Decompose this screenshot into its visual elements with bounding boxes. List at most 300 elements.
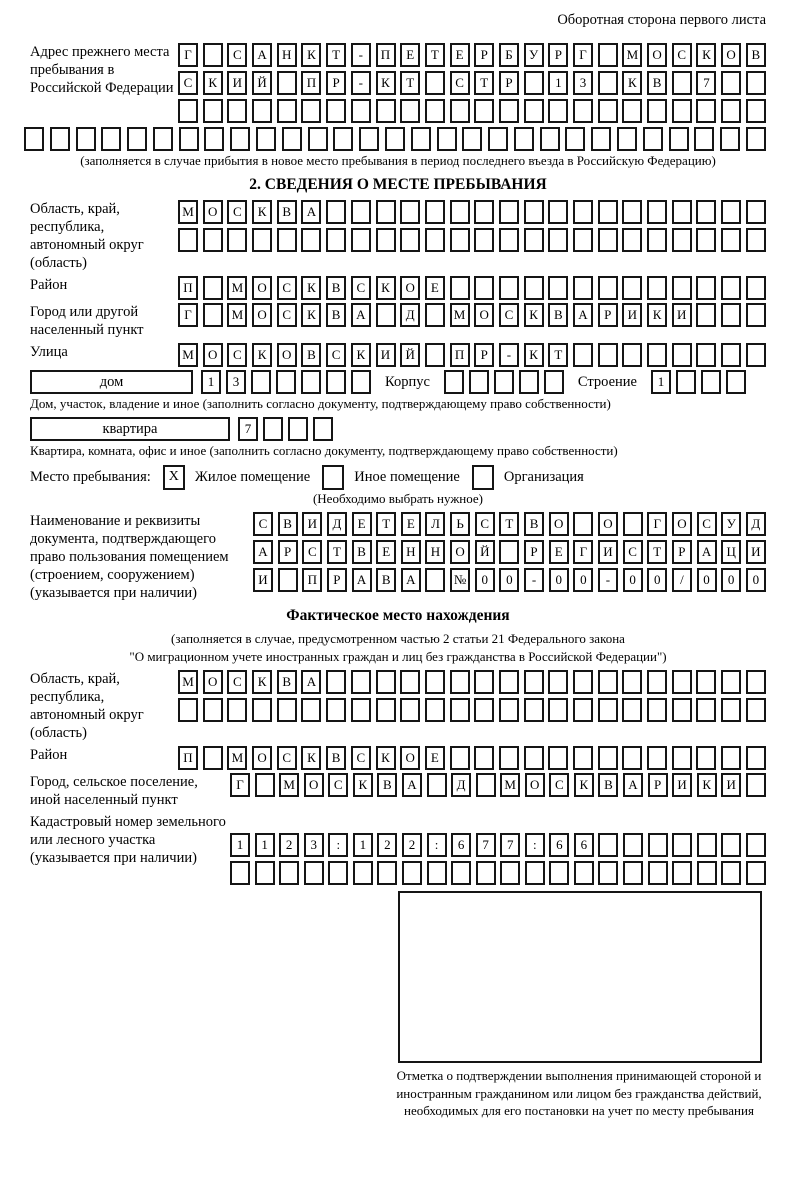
char-cell[interactable]: В [548, 303, 568, 327]
char-cell[interactable]: М [227, 746, 247, 770]
char-cell[interactable]: О [277, 343, 297, 367]
char-cell[interactable]: Т [548, 343, 568, 367]
char-cell[interactable]: В [524, 512, 544, 536]
char-cell[interactable] [746, 833, 766, 857]
char-cell[interactable] [277, 698, 297, 722]
char-cell[interactable]: К [301, 303, 321, 327]
char-cell[interactable]: Т [327, 540, 347, 564]
char-cell[interactable]: Г [573, 540, 593, 564]
char-cell[interactable] [598, 43, 618, 67]
char-cell[interactable] [50, 127, 70, 151]
char-cell[interactable]: : [328, 833, 348, 857]
char-cell[interactable] [622, 746, 642, 770]
char-cell[interactable] [647, 276, 667, 300]
char-cell[interactable]: 6 [549, 833, 569, 857]
char-cell[interactable]: 6 [451, 833, 471, 857]
char-cell[interactable] [351, 670, 371, 694]
char-cell[interactable]: 7 [476, 833, 496, 857]
char-cell[interactable] [288, 417, 308, 441]
char-cell[interactable]: 7 [500, 833, 520, 857]
char-cell[interactable]: О [252, 276, 272, 300]
char-cell[interactable] [696, 99, 716, 123]
char-cell[interactable] [451, 861, 471, 885]
char-cell[interactable] [427, 861, 447, 885]
char-cell[interactable]: 7 [238, 417, 258, 441]
char-cell[interactable] [746, 200, 766, 224]
char-cell[interactable] [598, 746, 618, 770]
char-cell[interactable] [746, 276, 766, 300]
char-cell[interactable]: К [203, 71, 223, 95]
char-cell[interactable]: Р [648, 773, 668, 797]
char-cell[interactable]: 3 [304, 833, 324, 857]
char-cell[interactable] [301, 228, 321, 252]
char-cell[interactable] [548, 670, 568, 694]
char-cell[interactable]: Р [499, 71, 519, 95]
char-cell[interactable] [746, 746, 766, 770]
char-cell[interactable] [622, 99, 642, 123]
char-cell[interactable] [573, 228, 593, 252]
char-cell[interactable] [524, 746, 544, 770]
char-cell[interactable]: 1 [255, 833, 275, 857]
char-cell[interactable]: Е [352, 512, 372, 536]
char-cell[interactable] [573, 276, 593, 300]
char-cell[interactable]: Т [425, 43, 445, 67]
char-cell[interactable]: Р [598, 303, 618, 327]
char-cell[interactable] [304, 861, 324, 885]
char-cell[interactable] [204, 127, 224, 151]
char-cell[interactable] [400, 200, 420, 224]
char-cell[interactable]: С [178, 71, 198, 95]
char-cell[interactable] [227, 99, 247, 123]
char-cell[interactable] [548, 698, 568, 722]
char-cell[interactable]: В [746, 43, 766, 67]
char-cell[interactable] [203, 276, 223, 300]
char-cell[interactable] [524, 71, 544, 95]
char-cell[interactable] [425, 200, 445, 224]
char-cell[interactable]: Г [178, 43, 198, 67]
char-cell[interactable] [308, 127, 328, 151]
char-cell[interactable]: 0 [549, 568, 569, 592]
char-cell[interactable]: У [721, 512, 741, 536]
char-cell[interactable]: А [301, 200, 321, 224]
char-cell[interactable] [697, 861, 717, 885]
char-cell[interactable]: А [623, 773, 643, 797]
char-cell[interactable] [623, 861, 643, 885]
char-cell[interactable]: В [326, 746, 346, 770]
char-cell[interactable]: С [351, 276, 371, 300]
char-cell[interactable]: К [353, 773, 373, 797]
char-cell[interactable] [622, 698, 642, 722]
char-cell[interactable] [721, 276, 741, 300]
char-cell[interactable] [230, 127, 250, 151]
char-cell[interactable] [672, 670, 692, 694]
char-cell[interactable]: С [326, 343, 346, 367]
char-cell[interactable] [746, 861, 766, 885]
char-cell[interactable]: М [178, 200, 198, 224]
char-cell[interactable] [696, 746, 716, 770]
char-cell[interactable]: О [474, 303, 494, 327]
char-cell[interactable] [263, 417, 283, 441]
char-cell[interactable] [598, 228, 618, 252]
char-cell[interactable]: № [450, 568, 470, 592]
char-cell[interactable]: 1 [651, 370, 671, 394]
char-cell[interactable] [476, 773, 496, 797]
char-cell[interactable] [721, 833, 741, 857]
char-cell[interactable]: О [203, 670, 223, 694]
char-cell[interactable] [450, 670, 470, 694]
char-cell[interactable]: С [623, 540, 643, 564]
char-cell[interactable]: Ц [721, 540, 741, 564]
char-cell[interactable] [499, 276, 519, 300]
char-cell[interactable] [252, 228, 272, 252]
char-cell[interactable]: Й [400, 343, 420, 367]
char-cell[interactable] [500, 861, 520, 885]
char-cell[interactable] [573, 670, 593, 694]
char-cell[interactable] [746, 773, 766, 797]
char-cell[interactable]: С [227, 43, 247, 67]
char-cell[interactable]: И [598, 540, 618, 564]
char-cell[interactable]: О [252, 746, 272, 770]
char-cell[interactable]: О [672, 512, 692, 536]
char-cell[interactable] [425, 71, 445, 95]
char-cell[interactable] [377, 861, 397, 885]
char-cell[interactable]: Г [230, 773, 250, 797]
char-cell[interactable]: 0 [475, 568, 495, 592]
char-cell[interactable] [525, 861, 545, 885]
checkbox-other-premises[interactable] [322, 465, 344, 490]
char-cell[interactable] [255, 773, 275, 797]
char-cell[interactable]: П [450, 343, 470, 367]
char-cell[interactable] [672, 746, 692, 770]
char-cell[interactable]: 2 [402, 833, 422, 857]
char-cell[interactable]: С [697, 512, 717, 536]
char-cell[interactable] [376, 698, 396, 722]
char-cell[interactable] [425, 670, 445, 694]
char-cell[interactable] [721, 343, 741, 367]
char-cell[interactable] [425, 698, 445, 722]
char-cell[interactable] [326, 670, 346, 694]
char-cell[interactable]: 1 [353, 833, 373, 857]
char-cell[interactable]: Е [450, 43, 470, 67]
char-cell[interactable]: К [622, 71, 642, 95]
char-cell[interactable] [647, 343, 667, 367]
char-cell[interactable] [203, 99, 223, 123]
char-cell[interactable] [574, 861, 594, 885]
char-cell[interactable] [598, 833, 618, 857]
char-cell[interactable]: М [227, 276, 247, 300]
char-cell[interactable]: Т [400, 71, 420, 95]
char-cell[interactable] [76, 127, 96, 151]
char-cell[interactable] [376, 228, 396, 252]
char-cell[interactable]: М [500, 773, 520, 797]
char-cell[interactable]: Д [400, 303, 420, 327]
char-cell[interactable]: С [450, 71, 470, 95]
char-cell[interactable]: К [301, 43, 321, 67]
char-cell[interactable]: Н [425, 540, 445, 564]
char-cell[interactable]: Л [425, 512, 445, 536]
char-cell[interactable]: И [227, 71, 247, 95]
char-cell[interactable]: К [696, 43, 716, 67]
char-cell[interactable]: В [326, 303, 346, 327]
char-cell[interactable]: К [376, 746, 396, 770]
char-cell[interactable]: 2 [279, 833, 299, 857]
char-cell[interactable] [549, 861, 569, 885]
char-cell[interactable] [524, 228, 544, 252]
char-cell[interactable] [425, 228, 445, 252]
char-cell[interactable]: П [376, 43, 396, 67]
char-cell[interactable]: В [278, 512, 298, 536]
char-cell[interactable] [721, 228, 741, 252]
char-cell[interactable] [474, 746, 494, 770]
char-cell[interactable] [672, 228, 692, 252]
char-cell[interactable] [565, 127, 585, 151]
char-cell[interactable] [623, 833, 643, 857]
char-cell[interactable] [252, 99, 272, 123]
char-cell[interactable] [499, 540, 519, 564]
char-cell[interactable]: 6 [574, 833, 594, 857]
char-cell[interactable] [450, 200, 470, 224]
char-cell[interactable] [178, 698, 198, 722]
char-cell[interactable] [203, 746, 223, 770]
char-cell[interactable]: О [400, 276, 420, 300]
char-cell[interactable] [622, 276, 642, 300]
char-cell[interactable] [474, 276, 494, 300]
char-cell[interactable] [746, 698, 766, 722]
char-cell[interactable]: К [647, 303, 667, 327]
char-cell[interactable]: - [524, 568, 544, 592]
char-cell[interactable]: Р [278, 540, 298, 564]
char-cell[interactable]: И [721, 773, 741, 797]
char-cell[interactable] [376, 670, 396, 694]
char-cell[interactable] [548, 276, 568, 300]
char-cell[interactable]: В [326, 276, 346, 300]
char-cell[interactable] [499, 670, 519, 694]
char-cell[interactable] [524, 99, 544, 123]
char-cell[interactable]: П [178, 746, 198, 770]
char-cell[interactable] [425, 568, 445, 592]
char-cell[interactable]: О [549, 512, 569, 536]
char-cell[interactable]: А [402, 773, 422, 797]
char-cell[interactable] [672, 861, 692, 885]
char-cell[interactable] [672, 99, 692, 123]
char-cell[interactable]: Е [376, 540, 396, 564]
char-cell[interactable] [203, 698, 223, 722]
char-cell[interactable] [474, 228, 494, 252]
char-cell[interactable]: И [622, 303, 642, 327]
char-cell[interactable]: 2 [377, 833, 397, 857]
char-cell[interactable] [746, 71, 766, 95]
char-cell[interactable]: О [304, 773, 324, 797]
char-cell[interactable] [573, 512, 593, 536]
char-cell[interactable]: 1 [230, 833, 250, 857]
char-cell[interactable] [623, 512, 643, 536]
char-cell[interactable]: О [400, 746, 420, 770]
char-cell[interactable] [573, 343, 593, 367]
char-cell[interactable]: И [746, 540, 766, 564]
char-cell[interactable]: К [351, 343, 371, 367]
char-cell[interactable] [647, 698, 667, 722]
char-cell[interactable] [351, 99, 371, 123]
char-cell[interactable] [376, 200, 396, 224]
char-cell[interactable] [499, 99, 519, 123]
char-cell[interactable]: 0 [746, 568, 766, 592]
char-cell[interactable]: Е [401, 512, 421, 536]
char-cell[interactable] [326, 370, 346, 394]
char-cell[interactable]: С [549, 773, 569, 797]
char-cell[interactable]: К [252, 200, 272, 224]
char-cell[interactable] [178, 99, 198, 123]
char-cell[interactable]: О [525, 773, 545, 797]
char-cell[interactable]: Е [425, 276, 445, 300]
char-cell[interactable]: Т [499, 512, 519, 536]
char-cell[interactable]: О [450, 540, 470, 564]
char-cell[interactable] [696, 228, 716, 252]
char-cell[interactable] [647, 200, 667, 224]
char-cell[interactable] [573, 200, 593, 224]
char-cell[interactable] [179, 127, 199, 151]
char-cell[interactable] [376, 99, 396, 123]
char-cell[interactable] [591, 127, 611, 151]
char-cell[interactable] [548, 200, 568, 224]
char-cell[interactable] [276, 370, 296, 394]
char-cell[interactable] [277, 99, 297, 123]
char-cell[interactable] [24, 127, 44, 151]
char-cell[interactable]: В [301, 343, 321, 367]
char-cell[interactable]: Е [400, 43, 420, 67]
char-cell[interactable]: Д [746, 512, 766, 536]
char-cell[interactable] [573, 99, 593, 123]
char-cell[interactable] [746, 303, 766, 327]
char-cell[interactable] [326, 228, 346, 252]
char-cell[interactable]: И [672, 303, 692, 327]
char-cell[interactable]: Н [401, 540, 421, 564]
char-cell[interactable]: Г [647, 512, 667, 536]
char-cell[interactable]: Р [524, 540, 544, 564]
char-cell[interactable]: А [573, 303, 593, 327]
char-cell[interactable]: - [499, 343, 519, 367]
char-cell[interactable]: Й [252, 71, 272, 95]
char-cell[interactable] [721, 746, 741, 770]
char-cell[interactable] [697, 833, 717, 857]
char-cell[interactable]: Е [549, 540, 569, 564]
char-cell[interactable] [499, 698, 519, 722]
char-cell[interactable] [622, 343, 642, 367]
char-cell[interactable]: В [647, 71, 667, 95]
char-cell[interactable] [524, 200, 544, 224]
char-cell[interactable]: / [672, 568, 692, 592]
char-cell[interactable]: И [302, 512, 322, 536]
char-cell[interactable]: М [279, 773, 299, 797]
char-cell[interactable]: 3 [573, 71, 593, 95]
char-cell[interactable]: Т [326, 43, 346, 67]
char-cell[interactable] [721, 71, 741, 95]
char-cell[interactable] [255, 861, 275, 885]
char-cell[interactable]: В [377, 773, 397, 797]
char-cell[interactable] [540, 127, 560, 151]
char-cell[interactable] [127, 127, 147, 151]
char-cell[interactable] [437, 127, 457, 151]
char-cell[interactable]: : [525, 833, 545, 857]
char-cell[interactable] [279, 861, 299, 885]
char-cell[interactable]: А [252, 43, 272, 67]
char-cell[interactable] [402, 861, 422, 885]
char-cell[interactable] [721, 670, 741, 694]
char-cell[interactable] [474, 670, 494, 694]
char-cell[interactable] [598, 861, 618, 885]
char-cell[interactable] [598, 670, 618, 694]
char-cell[interactable] [721, 99, 741, 123]
char-cell[interactable] [251, 370, 271, 394]
char-cell[interactable]: К [697, 773, 717, 797]
char-cell[interactable]: 0 [647, 568, 667, 592]
char-cell[interactable]: М [178, 343, 198, 367]
char-cell[interactable] [720, 127, 740, 151]
char-cell[interactable]: О [203, 200, 223, 224]
char-cell[interactable]: - [351, 43, 371, 67]
char-cell[interactable] [450, 228, 470, 252]
char-cell[interactable] [524, 698, 544, 722]
char-cell[interactable] [721, 698, 741, 722]
char-cell[interactable]: - [351, 71, 371, 95]
char-cell[interactable]: И [376, 343, 396, 367]
char-cell[interactable] [746, 228, 766, 252]
char-cell[interactable]: Д [327, 512, 347, 536]
char-cell[interactable] [696, 698, 716, 722]
char-cell[interactable]: С [277, 746, 297, 770]
char-cell[interactable] [721, 861, 741, 885]
char-cell[interactable]: А [253, 540, 273, 564]
char-cell[interactable] [519, 370, 539, 394]
char-cell[interactable] [450, 99, 470, 123]
char-cell[interactable] [524, 276, 544, 300]
char-cell[interactable]: С [227, 343, 247, 367]
char-cell[interactable] [672, 276, 692, 300]
char-cell[interactable] [178, 228, 198, 252]
char-cell[interactable] [474, 698, 494, 722]
char-cell[interactable]: И [253, 568, 273, 592]
char-cell[interactable] [351, 698, 371, 722]
char-cell[interactable] [746, 127, 766, 151]
char-cell[interactable]: А [401, 568, 421, 592]
char-cell[interactable] [746, 343, 766, 367]
char-cell[interactable] [385, 127, 405, 151]
char-cell[interactable]: 7 [696, 71, 716, 95]
char-cell[interactable]: К [574, 773, 594, 797]
char-cell[interactable] [476, 861, 496, 885]
char-cell[interactable] [598, 71, 618, 95]
char-cell[interactable] [669, 127, 689, 151]
char-cell[interactable] [499, 228, 519, 252]
char-cell[interactable] [598, 343, 618, 367]
char-cell[interactable]: К [524, 303, 544, 327]
char-cell[interactable] [203, 228, 223, 252]
char-cell[interactable]: А [697, 540, 717, 564]
char-cell[interactable]: Т [474, 71, 494, 95]
char-cell[interactable] [676, 370, 696, 394]
char-cell[interactable]: К [252, 343, 272, 367]
checkbox-residential[interactable]: X [163, 465, 185, 490]
char-cell[interactable]: : [427, 833, 447, 857]
char-cell[interactable]: С [672, 43, 692, 67]
char-cell[interactable] [548, 228, 568, 252]
char-cell[interactable] [598, 200, 618, 224]
char-cell[interactable]: М [622, 43, 642, 67]
char-cell[interactable] [647, 228, 667, 252]
char-cell[interactable] [353, 861, 373, 885]
char-cell[interactable] [462, 127, 482, 151]
char-cell[interactable] [227, 698, 247, 722]
char-cell[interactable] [726, 370, 746, 394]
